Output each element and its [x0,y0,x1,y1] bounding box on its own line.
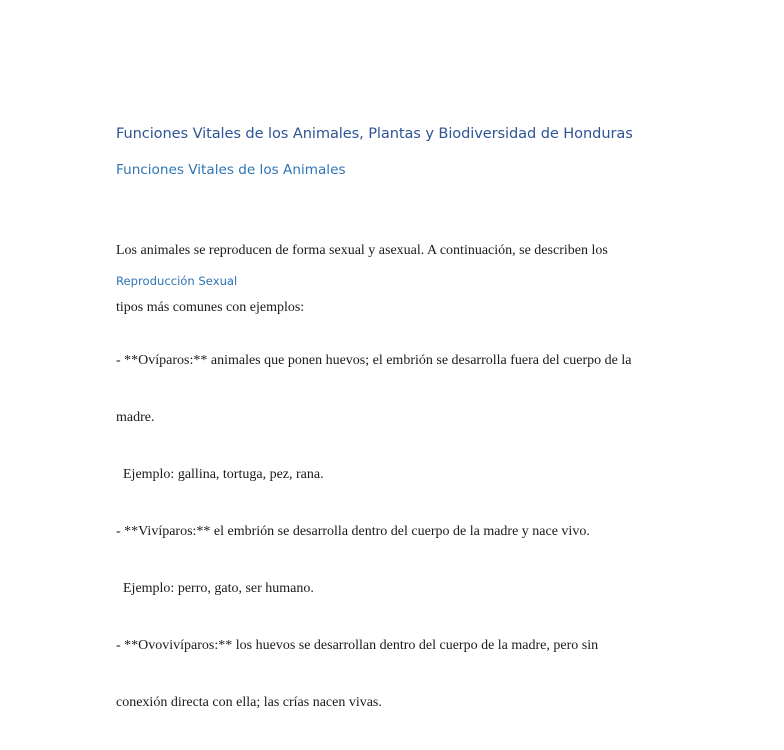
list-line: conexión directa con ella; las crías nacen vivas. [116,695,382,710]
list-line: Ejemplo: gallina, tortuga, pez, rana. [116,467,324,482]
intro-line: Los animales se reproducen de forma sexual y asexual. A continuación, se describen los [116,243,608,258]
intro-line: tipos más comunes con ejemplos: [116,300,305,315]
list-line: Ejemplo: perro, gato, ser humano. [116,581,314,596]
document-title: Funciones Vitales de los Animales, Plantas y Biodiversidad de Honduras [116,125,633,142]
list-line: madre. [116,410,155,425]
list-line: - **Ovovivíparos:** los huevos se desarrollan dentro del cuerpo de la madre, pero sin [116,638,599,653]
list-line: - **Vivíparos:** el embrión se desarrolla dentro del cuerpo de la madre y nace vivo. [116,524,590,539]
list-line: - **Ovíparos:** animales que ponen huevos; el embrión se desarrolla fuera del cuerpo de la [116,353,632,368]
subsection-heading: Reproducción Sexual [116,274,238,288]
reproduction-list [116,313,632,750]
section-heading: Funciones Vitales de los Animales [116,162,346,178]
